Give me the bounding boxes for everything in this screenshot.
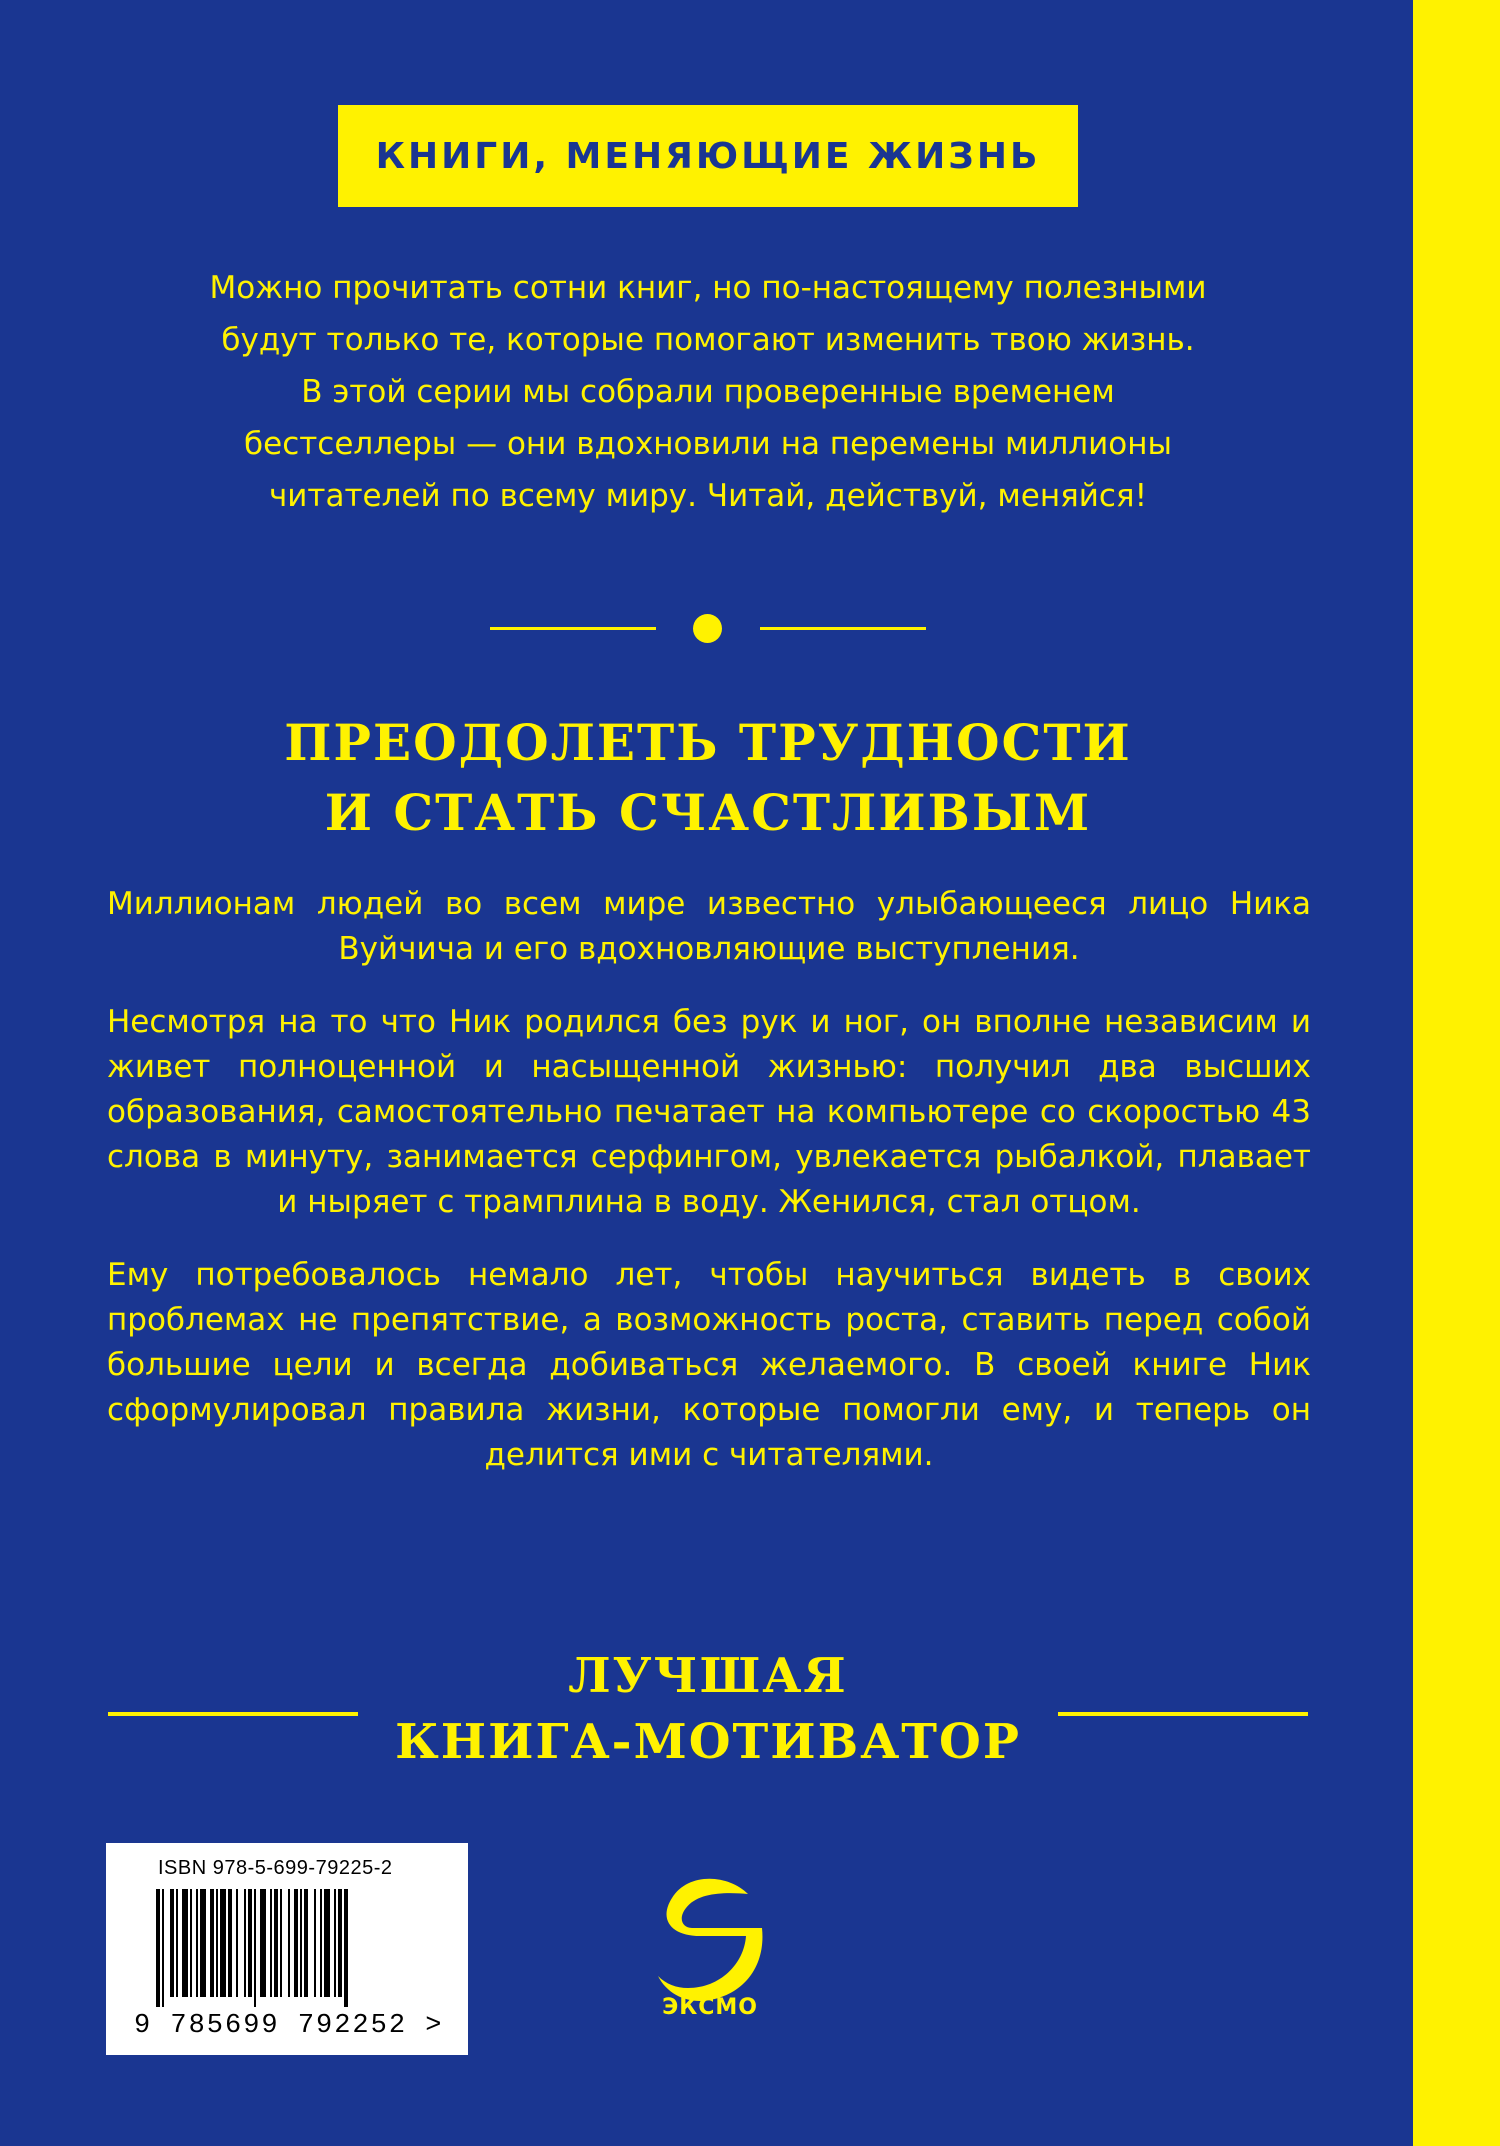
divider-line-left bbox=[490, 627, 656, 630]
description-paragraph: Миллионам людей во всем мире известно улыбающееся лицо Ника Вуйчича и его вдохновляющие выступления. bbox=[107, 886, 1311, 967]
barcode-bar bbox=[176, 1889, 178, 1997]
barcode-bar bbox=[324, 1889, 330, 1997]
bottom-heading bbox=[360, 1643, 1056, 1775]
description-paragraph: Несмотря на то что Ник родился без рук и ног, он вполне независим и живет полноценной и насыщенной жизнью: получил два высших образования, самостоятельно печатает на компьютере со скоростью 43 слова в минуту, занимается серфингом, увлекается рыбалкой, плавает и ныряет с трамплина в воду. Женился, стал отцом. bbox=[107, 1004, 1311, 1220]
ornament-divider bbox=[490, 614, 926, 644]
series-line: будут только те, которые помогают изменить твою жизнь. bbox=[221, 322, 1195, 358]
barcode-bar bbox=[304, 1889, 308, 1997]
barcode-bar bbox=[300, 1889, 302, 1997]
series-banner bbox=[338, 105, 1078, 207]
series-line: В этой серии мы собрали проверенные временем bbox=[301, 374, 1115, 410]
publisher-name: ЭКСМО bbox=[662, 1995, 758, 2020]
barcode-bar bbox=[280, 1889, 282, 1997]
barcode-bar bbox=[248, 1889, 252, 1997]
barcode-bar bbox=[190, 1889, 192, 1997]
bottom-divider-left bbox=[108, 1712, 358, 1716]
barcode-bar bbox=[294, 1889, 298, 1997]
barcode-bar bbox=[210, 1889, 214, 1997]
series-line: Можно прочитать сотни книг, но по-настоящему полезными bbox=[209, 270, 1207, 306]
barcode bbox=[156, 1889, 420, 2007]
barcode-bar bbox=[334, 1889, 336, 1997]
barcode-bar bbox=[182, 1889, 188, 1997]
barcode-bar bbox=[344, 1889, 348, 2007]
bottom-heading-line-2: КНИГА-МОТИВАТОР bbox=[395, 1714, 1021, 1770]
dot-icon bbox=[693, 614, 722, 643]
isbn-label: ISBN 978-5-699-79225-2 bbox=[158, 1857, 393, 1879]
barcode-bar bbox=[288, 1889, 290, 1997]
series-banner-label: КНИГИ, МЕНЯЮЩИЕ ЖИЗНЬ bbox=[375, 135, 1041, 177]
book-description bbox=[107, 882, 1311, 1506]
series-line: читателей по всему миру. Читай, действуй, меняйся! bbox=[268, 478, 1148, 514]
barcode-bar bbox=[260, 1889, 266, 1997]
barcode-bar bbox=[314, 1889, 316, 1997]
description-paragraph: Ему потребовалось немало лет, чтобы научиться видеть в своих проблемах не препятствие, а возможность роста, ставить перед собой большие цели и всегда добиваться желаемого. В своей книге Ник сформулировал правила жизни, которые помогли ему, и теперь он делится ими с читателями. bbox=[107, 1257, 1311, 1473]
bottom-heading-line-1: ЛУЧШАЯ bbox=[568, 1648, 848, 1704]
divider-line-right bbox=[760, 627, 926, 630]
barcode-bar bbox=[228, 1889, 232, 1997]
eksmo-logo-icon bbox=[648, 1864, 772, 2004]
series-line: бестселлеры — они вдохновили на перемены миллионы bbox=[244, 426, 1172, 462]
barcode-digits: 9 785699 792252 > bbox=[134, 2011, 444, 2041]
heading-line-2: И СТАТЬ СЧАСТЛИВЫМ bbox=[324, 783, 1092, 842]
barcode-bar bbox=[236, 1889, 238, 1997]
barcode-bar bbox=[220, 1889, 226, 1997]
book-heading bbox=[100, 708, 1316, 848]
heading-line-1: ПРЕОДОЛЕТЬ ТРУДНОСТИ bbox=[284, 713, 1132, 772]
series-description bbox=[100, 262, 1316, 522]
barcode-bar bbox=[274, 1889, 278, 1997]
barcode-bar bbox=[244, 1889, 246, 1997]
bottom-divider-right bbox=[1058, 1712, 1308, 1716]
barcode-bar bbox=[200, 1889, 206, 1997]
barcode-bar bbox=[170, 1889, 174, 1997]
barcode-bar bbox=[254, 1889, 256, 2007]
isbn-barcode-box bbox=[106, 1843, 468, 2055]
barcode-bar bbox=[320, 1889, 322, 1997]
barcode-bar bbox=[196, 1889, 198, 1997]
barcode-bar bbox=[162, 1889, 164, 2007]
barcode-bar bbox=[338, 1889, 342, 1997]
spine-stripe bbox=[1413, 0, 1500, 2146]
barcode-bar bbox=[270, 1889, 272, 1997]
barcode-bar bbox=[216, 1889, 218, 1997]
barcode-bar bbox=[156, 1889, 160, 2007]
